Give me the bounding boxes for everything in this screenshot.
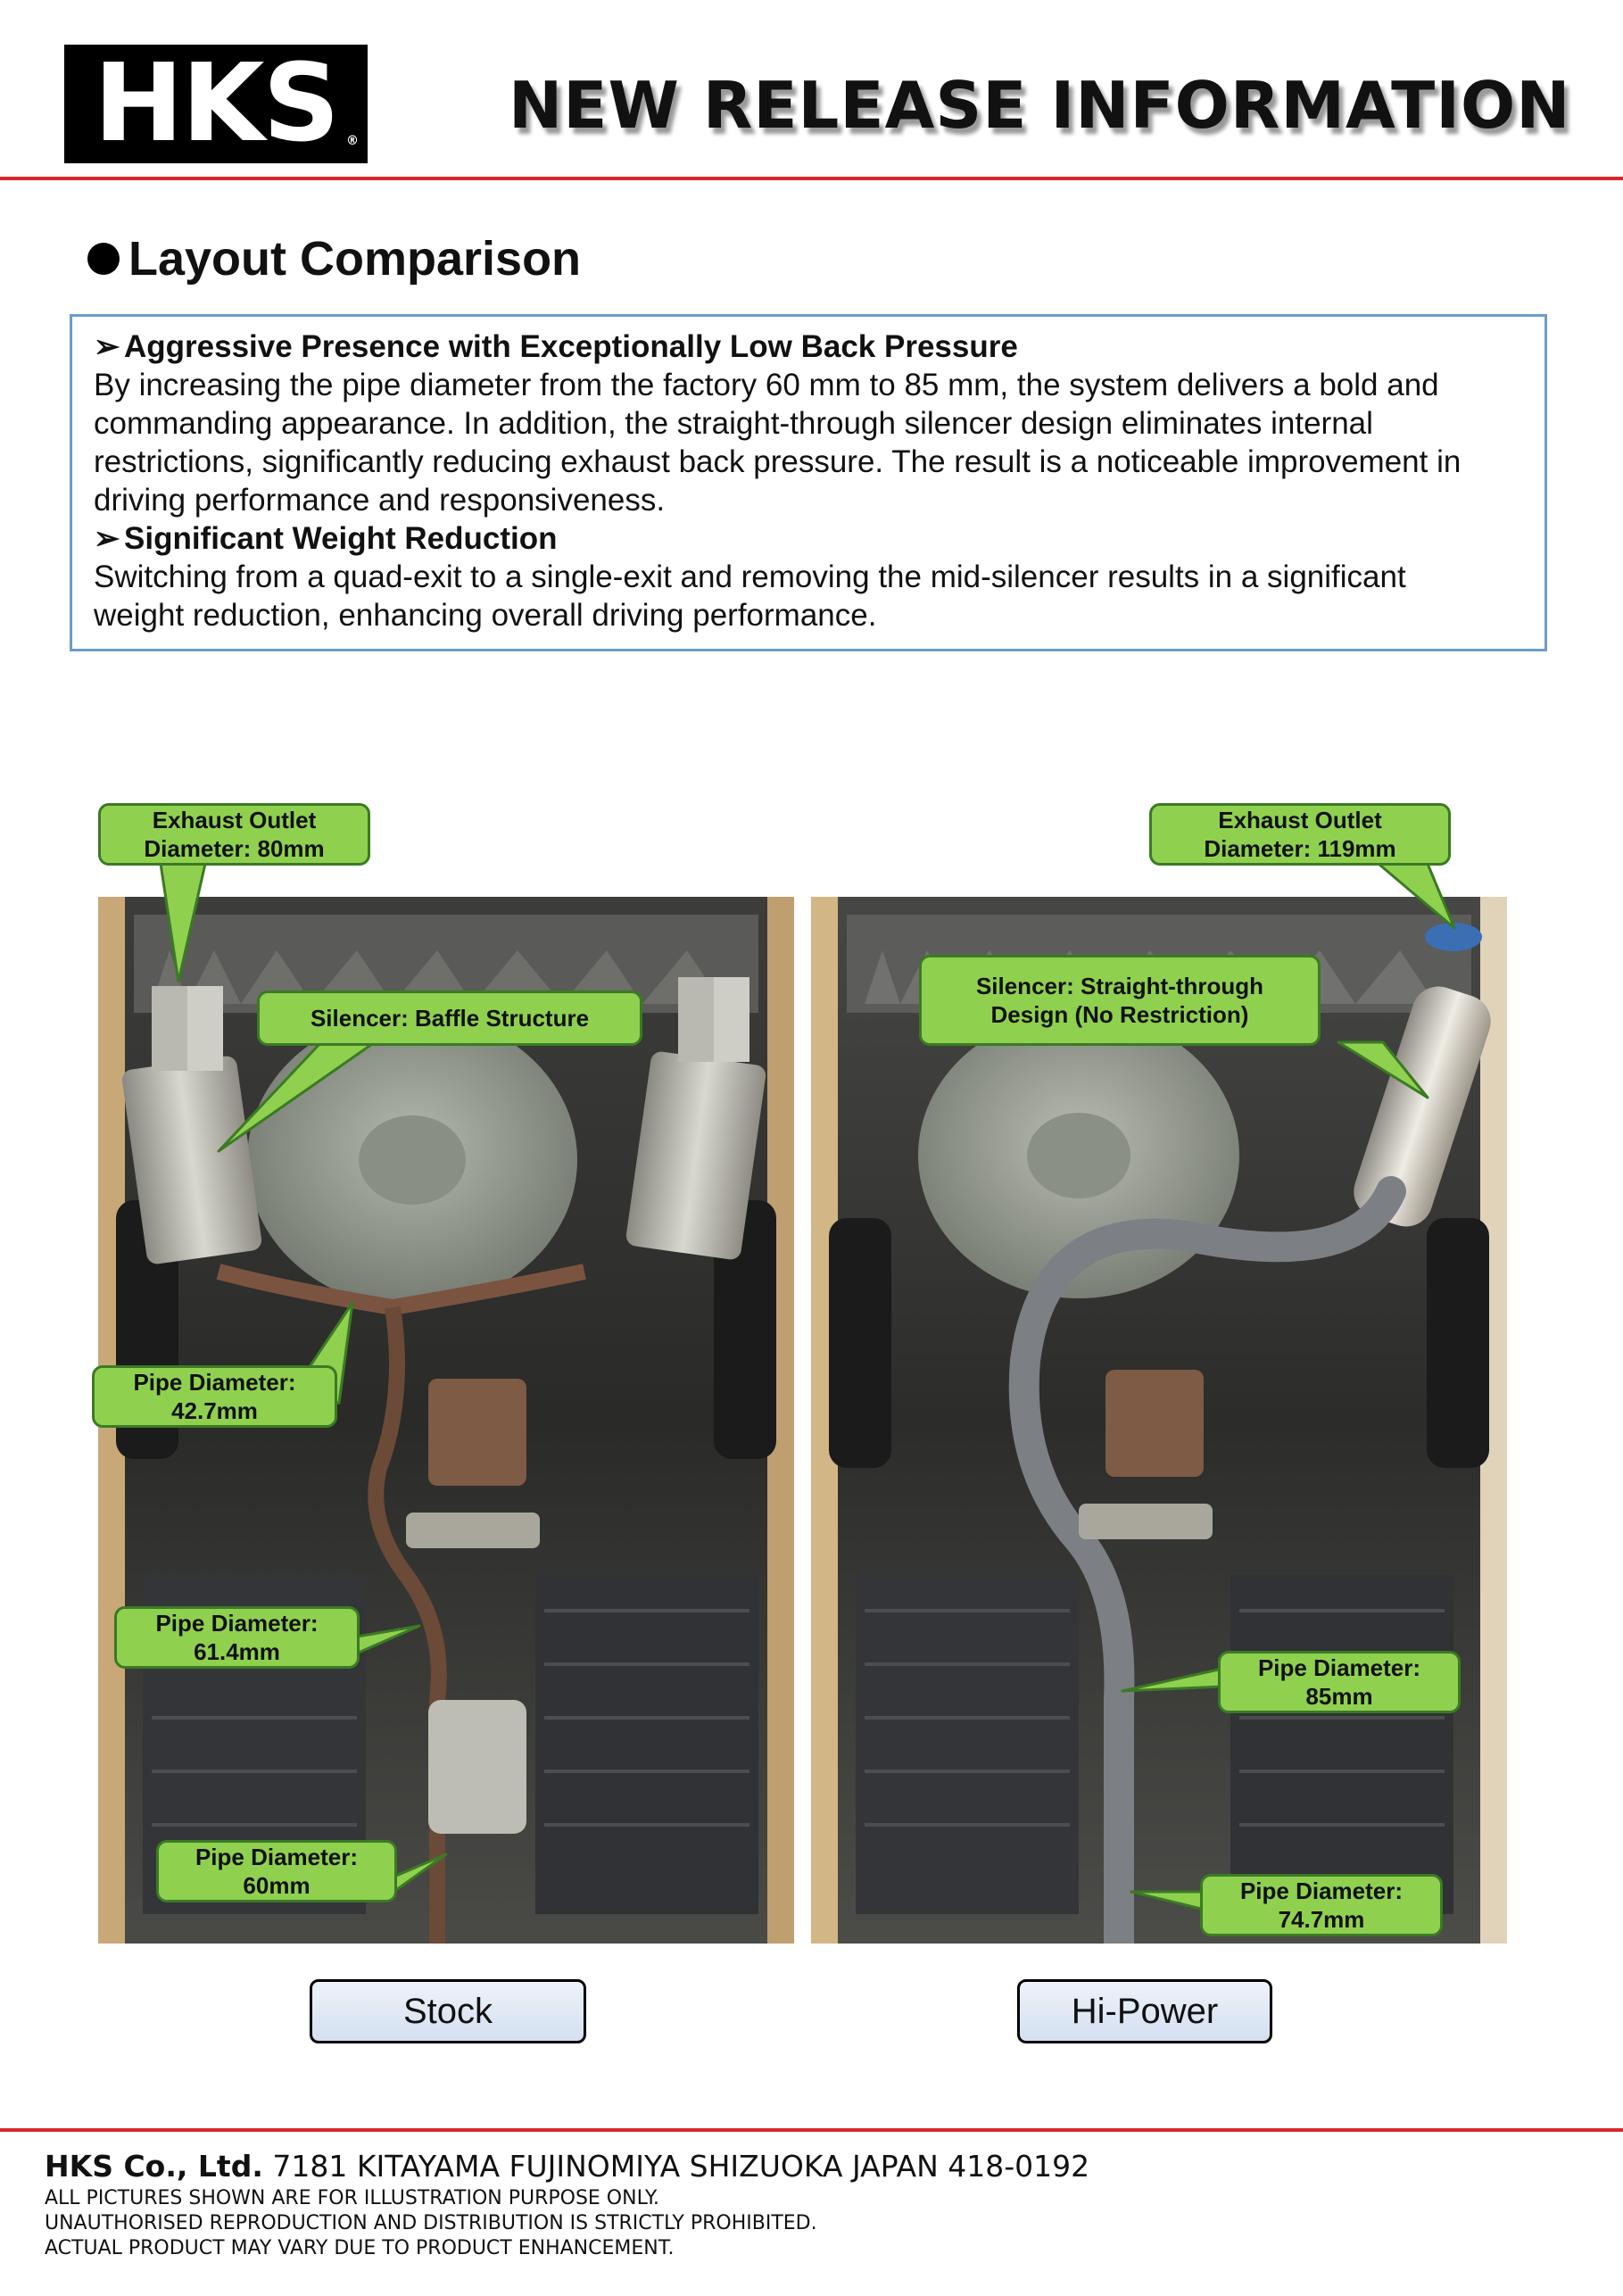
footer-note: ACTUAL PRODUCT MAY VARY DUE TO PRODUCT ENHANCEMENT. <box>45 2237 675 2259</box>
stock-pipe-60-callout <box>156 1840 397 1902</box>
feature-line: weight reduction, enhancing overall driving performance. <box>94 598 877 633</box>
hipower-outlet-callout <box>1149 803 1451 866</box>
feature-heading-text: Aggressive Presence with Exceptionally Low Back Pressure <box>124 329 1018 364</box>
callout-text: Exhaust Outlet <box>1218 807 1382 833</box>
callout-text: Diameter: 119mm <box>1204 835 1396 862</box>
arrow-bullet-icon: ➢ <box>94 329 120 364</box>
feature-line: commanding appearance. In addition, the straight-through silencer design eliminates internal <box>94 406 1373 441</box>
callout-text: Silencer: Straight-through <box>975 973 1264 999</box>
callout-text: 60mm <box>243 1872 311 1899</box>
callout-text: Exhaust Outlet <box>152 807 317 833</box>
footer-note: UNAUTHORISED REPRODUCTION AND DISTRIBUTION IS STRICTLY PROHIBITED. <box>45 2212 817 2234</box>
callout-text: Pipe Diameter: <box>195 1844 359 1870</box>
callout-text: Pipe Diameter: <box>1257 1654 1421 1681</box>
callout-text: Pipe Diameter: <box>155 1610 319 1637</box>
callout-text: Design (No Restriction) <box>990 1001 1249 1028</box>
callout-text: 42.7mm <box>171 1397 258 1424</box>
footer-address: 7181 KITAYAMA FUJINOMIYA SHIZUOKA JAPAN 418-0192 <box>272 2149 1090 2184</box>
feature-line: By increasing the pipe diameter from the factory 60 mm to 85 mm, the system delivers a bold and <box>94 368 1439 402</box>
registered-mark: ® <box>346 134 359 148</box>
hipower-silencer-callout <box>919 955 1321 1046</box>
feature-line: restrictions, significantly reducing exhaust back pressure. The result is a noticeable improvement in <box>94 444 1462 479</box>
callout-text: Silencer: Baffle Structure <box>310 1005 590 1032</box>
stock-pipe-42-callout <box>92 1365 337 1428</box>
page-header-title: NEW RELEASE INFORMATION <box>509 68 1571 143</box>
hipower-pipe-85-callout <box>1218 1651 1461 1713</box>
hipower-label: Hi-Power <box>1017 1979 1272 2043</box>
logo-text: HKS <box>94 42 338 166</box>
feature-heading-text: Significant Weight Reduction <box>124 521 558 556</box>
stock-silencer-callout <box>257 991 642 1046</box>
callout-text: 74.7mm <box>1278 1906 1365 1933</box>
callout-text: 61.4mm <box>194 1638 280 1665</box>
feature-line: driving performance and responsiveness. <box>94 483 666 518</box>
stock-label: Stock <box>310 1979 586 2043</box>
footer-company: HKS Co., Ltd. <box>45 2149 263 2184</box>
stock-pipe-61-callout <box>114 1606 360 1669</box>
hipower-pipe-74-callout <box>1200 1874 1443 1936</box>
feature-line: Switching from a quad-exit to a single-exit and removing the mid-silencer results in a significant <box>94 559 1406 594</box>
footer-note: ALL PICTURES SHOWN ARE FOR ILLUSTRATION PURPOSE ONLY. <box>45 2187 659 2209</box>
stock-outlet-callout <box>98 803 370 866</box>
callout-text: Pipe Diameter: <box>1239 1877 1404 1904</box>
callout-text: Pipe Diameter: <box>133 1369 296 1396</box>
callout-text: 85mm <box>1305 1683 1373 1710</box>
section-title-text: Layout Comparison <box>128 232 582 286</box>
callout-text: Diameter: 80mm <box>144 835 325 862</box>
arrow-bullet-icon: ➢ <box>94 521 120 556</box>
